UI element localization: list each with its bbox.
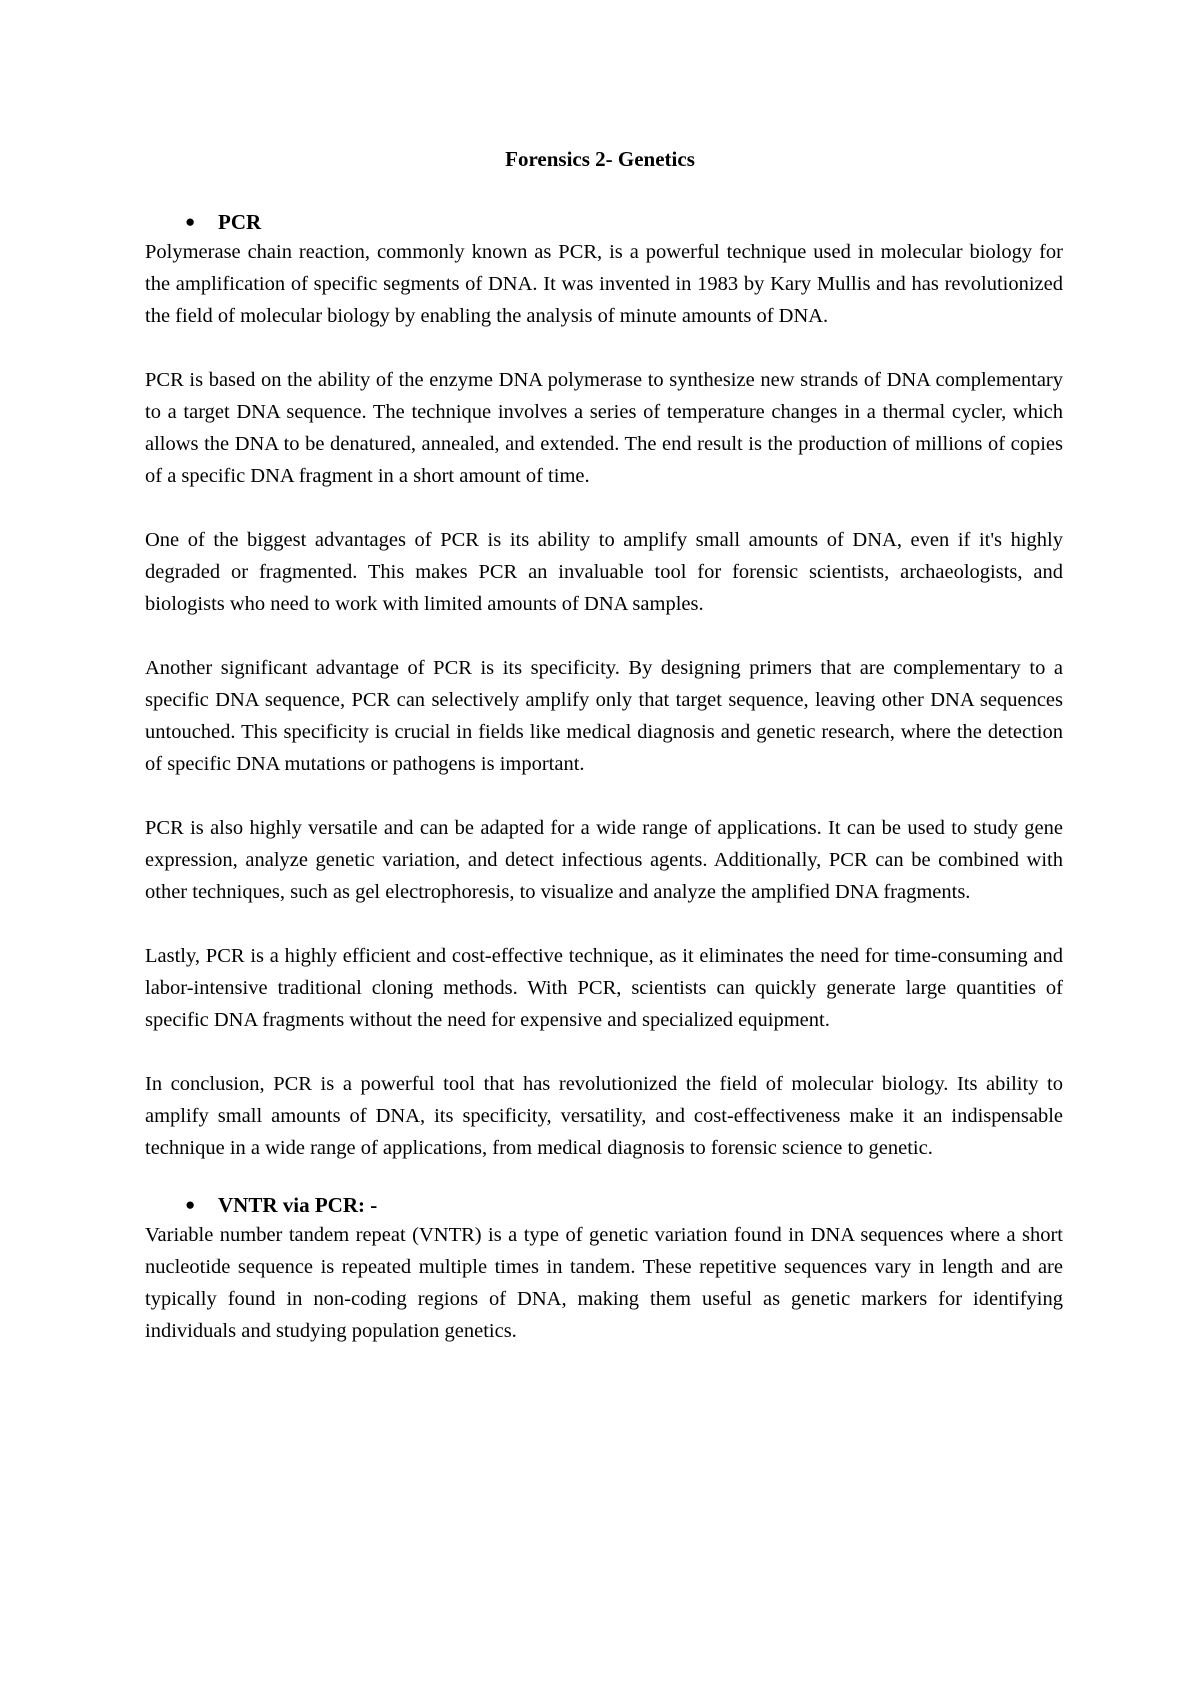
section-heading-text: PCR: [218, 210, 262, 234]
paragraph: Lastly, PCR is a highly efficient and cost-effective technique, as it eliminates the need for time-consuming and labor-intensive traditional cloning methods. With PCR, scientists can quickly generate large quantities of specific DNA fragments without the need for expensive and specialized equipment.: [145, 945, 1063, 1031]
document-body: [145, 208, 1063, 1347]
paragraph: In conclusion, PCR is a powerful tool that has revolutionized the field of molecular biology. Its ability to amplify small amounts of DNA, its specificity, versatility, and cost-effectiveness make it an indispensable technique in a wide range of applications, from medical diagnosis to forensic science to genetic.: [145, 1073, 1063, 1159]
paragraph: One of the biggest advantages of PCR is its ability to amplify small amounts of DNA, even if it's highly degraded or fragmented. This makes PCR an invaluable tool for forensic scientists, archaeologists, and biologists who need to work with limited amounts of DNA samples.: [145, 529, 1063, 615]
section-heading-text: VNTR via PCR: -: [218, 1193, 378, 1217]
paragraph: Variable number tandem repeat (VNTR) is a type of genetic variation found in DNA sequences where a short nucleotide sequence is repeated multiple times in tandem. These repetitive sequences vary in length and are typically found in non-coding regions of DNA, making them useful as genetic markers for identifying individuals and studying population genetics.: [145, 1224, 1063, 1342]
paragraph: PCR is also highly versatile and can be adapted for a wide range of applications. It can be used to study gene expression, analyze genetic variation, and detect infectious agents. Additionally, PCR can be combined with other techniques, such as gel electrophoresis, to visualize and analyze the amplified DNA fragments.: [145, 817, 1063, 903]
section-vntr: [145, 1191, 1063, 1347]
bullet-icon: ●: [185, 212, 196, 231]
paragraph: Another significant advantage of PCR is its specificity. By designing primers that are complementary to a specific DNA sequence, PCR can selectively amplify only that target sequence, leaving other DNA sequences untouched. This specificity is crucial in fields like medical diagnosis and genetic research, where the detection of specific DNA mutations or pathogens is important.: [145, 657, 1063, 775]
section-pcr: [145, 208, 1063, 1164]
paragraph: Polymerase chain reaction, commonly known as PCR, is a powerful technique used in molecular biology for the amplification of specific segments of DNA. It was invented in 1983 by Kary Mullis and has revolutionized the field of molecular biology by enabling the analysis of minute amounts of DNA.: [145, 241, 1063, 327]
section-heading-vntr: [145, 1191, 1063, 1219]
bullet-icon: ●: [185, 1195, 196, 1214]
section-heading-pcr: [145, 208, 1063, 236]
document-title: Forensics 2- Genetics: [505, 147, 695, 171]
paragraph: PCR is based on the ability of the enzyme DNA polymerase to synthesize new strands of DNA complementary to a target DNA sequence. The technique involves a series of temperature changes in a thermal cycler, which allows the DNA to be denatured, annealed, and extended. The end result is the production of millions of copies of a specific DNA fragment in a short amount of time.: [145, 369, 1063, 487]
